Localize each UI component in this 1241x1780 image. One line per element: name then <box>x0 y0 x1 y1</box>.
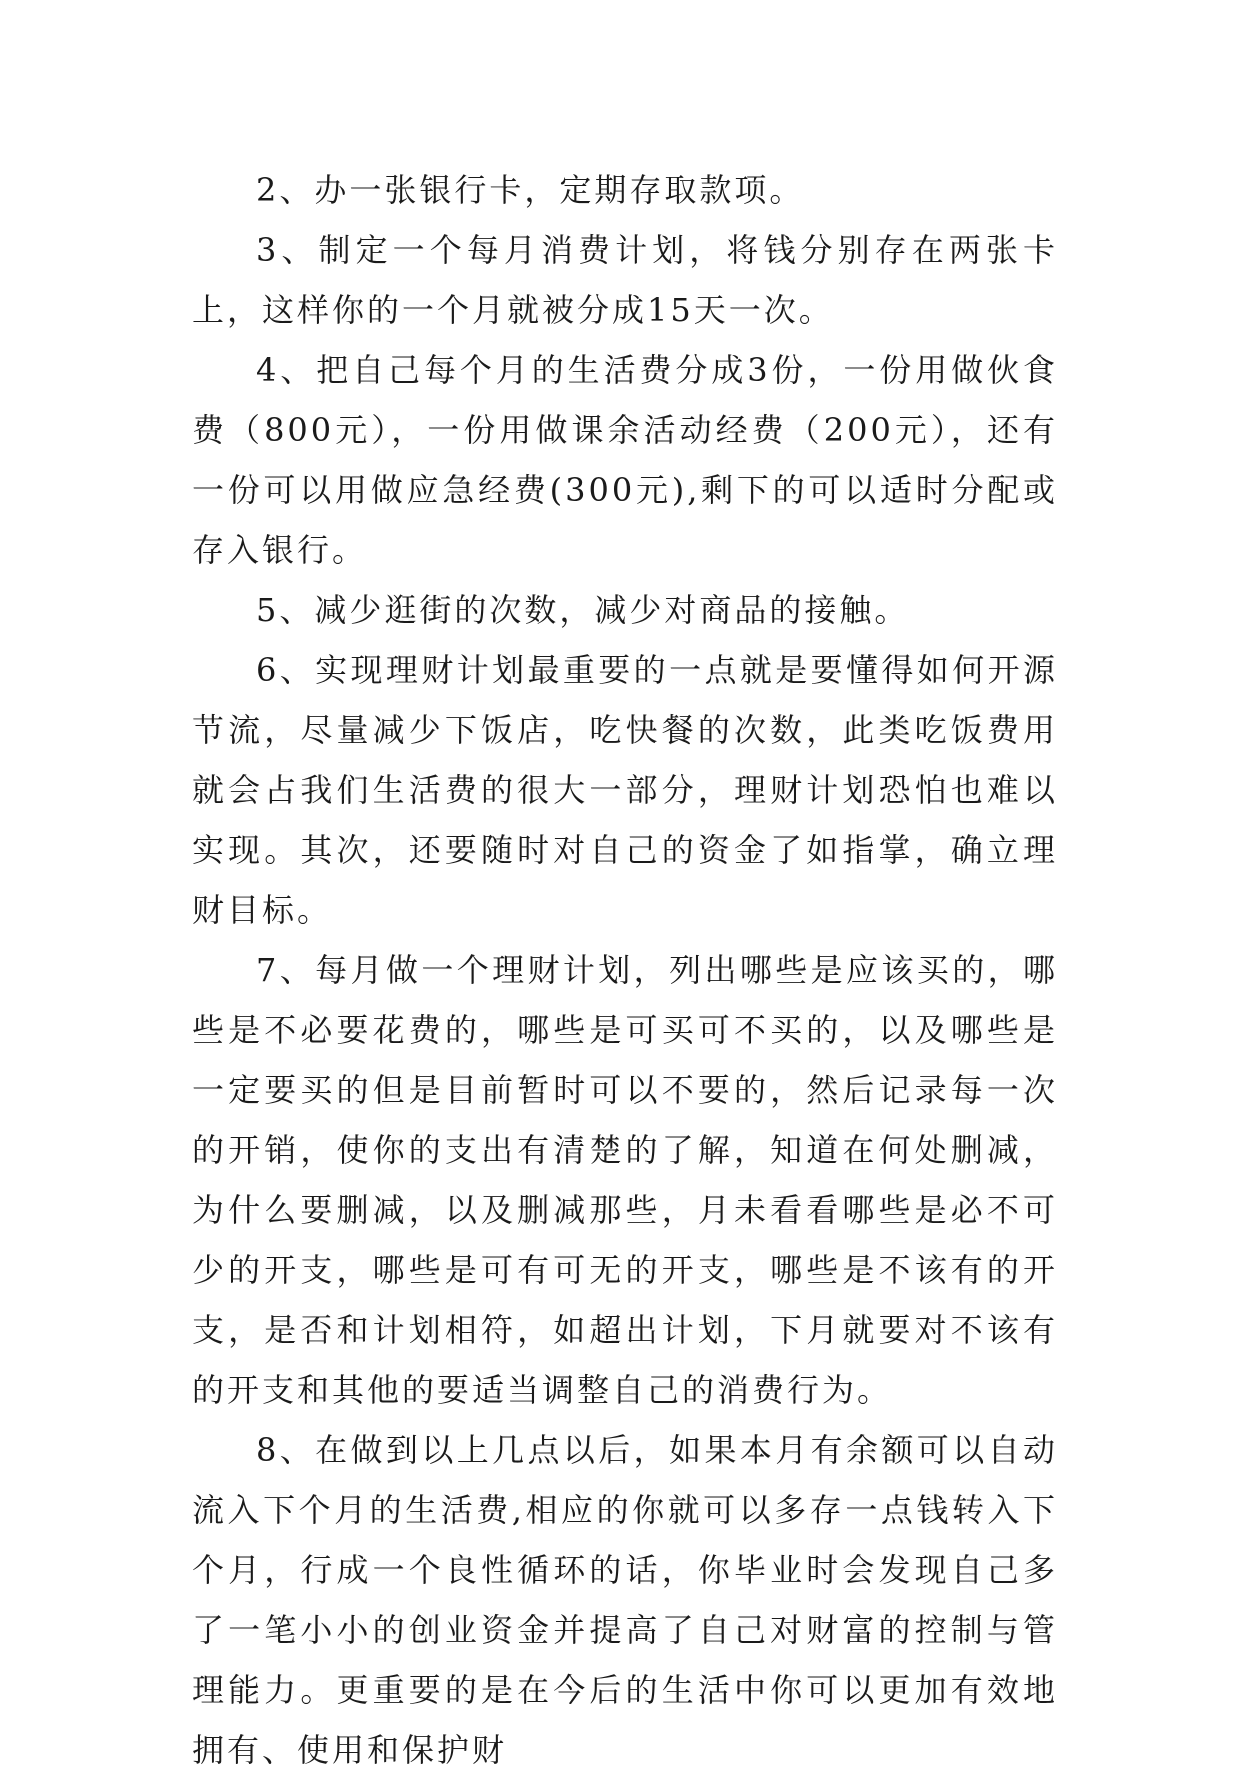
paragraph-8: 8、在做到以上几点以后，如果本月有余额可以自动流入下个月的生活费,相应的你就可以多存一点钱转入下个月，行成一个良性循环的话，你毕业时会发现自己多了一笔小小的创业资金并提高了自己对财富的控制与管理能力。更重要的是在今后的生活中你可以更加有效地拥有、使用和保护财 <box>192 1431 1058 1769</box>
paragraph-5: 5、减少逛街的次数，减少对商品的接触。 <box>256 591 910 629</box>
document-body <box>192 160 1058 1780</box>
paragraph-7: 7、每月做一个理财计划，列出哪些是应该买的，哪些是不必要花费的，哪些是可买可不买的，以及哪些是一定要买的但是目前暂时可以不要的，然后记录每一次的开销，使你的支出有清楚的了解，知道在何处删减，为什么要删减，以及删减那些，月未看看哪些是必不可少的开支，哪些是可有可无的开支，哪些是不该有的开支，是否和计划相符，如超出计划，下月就要对不该有的开支和其他的要适当调整自己的消费行为。 <box>192 951 1058 1409</box>
paragraph-3: 3、制定一个每月消费计划，将钱分别存在两张卡上，这样你的一个月就被分成15天一次。 <box>192 231 1058 329</box>
paragraph-2: 2、办一张银行卡，定期存取款项。 <box>256 171 805 209</box>
paragraph-6: 6、实现理财计划最重要的一点就是要懂得如何开源节流，尽量减少下饭店，吃快餐的次数，此类吃饭费用就会占我们生活费的很大一部分，理财计划恐怕也难以实现。其次，还要随时对自己的资金了如指掌，确立理财目标。 <box>192 651 1058 929</box>
paragraph-4: 4、把自己每个月的生活费分成3份，一份用做伙食费（800元），一份用做课余活动经费（200元），还有一份可以用做应急经费(300元),剩下的可以适时分配或存入银行。 <box>192 351 1058 569</box>
